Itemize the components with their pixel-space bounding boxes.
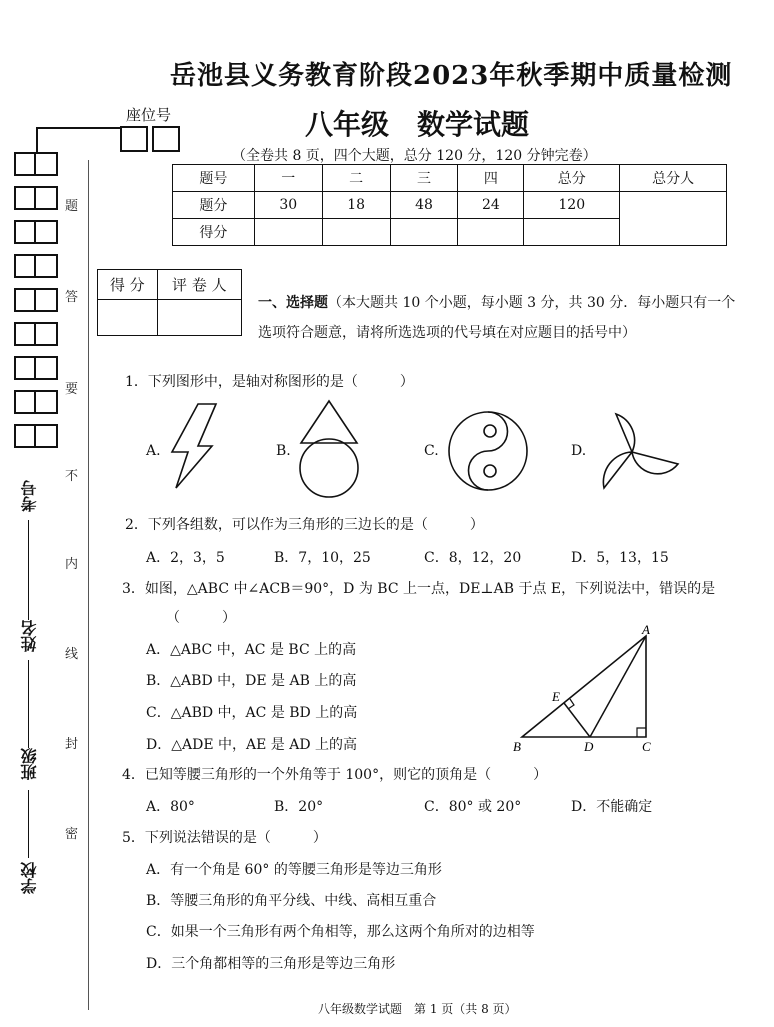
question-4-option-c: C．80° 或 20° bbox=[424, 799, 522, 815]
score-table-header: 题号 bbox=[173, 165, 255, 192]
pinwheel-figure bbox=[594, 408, 684, 498]
question-4-stem: 4．已知等腰三角形的一个外角等于 100°，则它的顶角是（ ） bbox=[122, 767, 548, 783]
seal-char: 内 bbox=[65, 557, 79, 572]
grader-score-cell[interactable] bbox=[98, 300, 158, 336]
score-table-cell: 18 bbox=[322, 192, 390, 219]
class-line[interactable] bbox=[28, 790, 29, 858]
score-table-header: 二 bbox=[322, 165, 390, 192]
seal-char: 密 bbox=[65, 827, 79, 842]
lightning-figure bbox=[168, 402, 218, 490]
question-2-option-b: B．7，10，25 bbox=[274, 550, 371, 566]
question-1-option-d: D. bbox=[571, 443, 587, 459]
score-table-header: 总分 bbox=[524, 165, 620, 192]
class-label: 班级 bbox=[20, 748, 39, 780]
section-1-title: 一、选择题 bbox=[258, 295, 328, 311]
question-1-option-a: A. bbox=[146, 443, 161, 459]
triangle-circle-figure bbox=[296, 398, 362, 500]
exam-info: （全卷共 8 页，四个大题，总分 120 分，120 分钟完卷） bbox=[232, 148, 597, 164]
score-table-cell: 24 bbox=[458, 192, 524, 219]
score-table-header: 四 bbox=[458, 165, 524, 192]
exam-subject-title: 八年级 数学试题 bbox=[305, 108, 530, 141]
question-2-option-a: A．2，3，5 bbox=[146, 550, 225, 566]
seal-char: 封 bbox=[65, 737, 79, 752]
question-4-option-a: A．80° bbox=[146, 799, 195, 815]
score-table-header: 总分人 bbox=[620, 165, 727, 192]
exam-number-box[interactable] bbox=[34, 390, 58, 414]
question-5-option-d: D．三个角都相等的三角形是等边三角形 bbox=[146, 956, 396, 972]
question-3-option-d: D．△ADE 中，AE 是 AD 上的高 bbox=[146, 737, 358, 753]
score-table-cell: 得分 bbox=[173, 219, 255, 246]
question-4-option-b: B．20° bbox=[274, 799, 324, 815]
question-1-stem: 1．下列图形中，是轴对称图形的是（ ） bbox=[125, 374, 414, 390]
exam-number-box[interactable] bbox=[34, 254, 58, 278]
connector-line bbox=[36, 127, 120, 129]
section-1-heading bbox=[258, 288, 748, 348]
question-3-stem-continued: （ ） bbox=[166, 610, 236, 626]
question-2-option-d: D．5，13，15 bbox=[571, 550, 669, 566]
point-d-label: D bbox=[584, 739, 594, 754]
name-line[interactable] bbox=[28, 660, 29, 748]
question-5-option-a: A．有一个角是 60° 的等腰三角形是等边三角形 bbox=[146, 862, 442, 878]
point-b-label: B bbox=[513, 739, 521, 754]
exam-number-label: 考号 bbox=[20, 480, 39, 512]
seat-number-box-1[interactable] bbox=[120, 126, 148, 152]
seal-char: 要 bbox=[65, 382, 79, 397]
seal-char: 线 bbox=[65, 647, 79, 662]
page-footer: 八年级数学试题 第 1 页（共 8 页） bbox=[318, 1002, 517, 1016]
question-5-option-c: C．如果一个三角形有两个角相等，那么这两个角所对的边相等 bbox=[146, 924, 535, 940]
grader-name-cell[interactable] bbox=[157, 300, 241, 336]
yin-yang-figure bbox=[446, 409, 530, 493]
score-table-cell: 48 bbox=[390, 192, 458, 219]
score-input-cell[interactable] bbox=[390, 219, 458, 246]
name-label: 姓名 bbox=[20, 620, 39, 652]
exam-number-box[interactable] bbox=[34, 152, 58, 176]
score-table-header-row bbox=[173, 165, 727, 192]
seat-number-box-2[interactable] bbox=[152, 126, 180, 152]
question-1-option-c: C. bbox=[424, 443, 439, 459]
exam-number-box[interactable] bbox=[34, 424, 58, 448]
exam-number-box[interactable] bbox=[34, 288, 58, 312]
seal-char: 题 bbox=[65, 199, 79, 214]
section-1-description: （本大题共 10 个小题，每小题 3 分，共 30 分．每小题只有一个选项符合题意，请将所选选项的代号填在对应题目的括号中） bbox=[258, 295, 736, 341]
score-table-cell: 题分 bbox=[173, 192, 255, 219]
score-table-cell: 120 bbox=[524, 192, 620, 219]
grader-name-header: 评 卷 人 bbox=[157, 270, 241, 300]
triangle-abc-figure bbox=[508, 620, 668, 755]
question-5-stem: 5．下列说法错误的是（ ） bbox=[122, 830, 327, 846]
question-4-option-d: D．不能确定 bbox=[571, 799, 653, 815]
score-input-cell[interactable] bbox=[322, 219, 390, 246]
exam-number-box[interactable] bbox=[34, 322, 58, 346]
score-table-cell: 30 bbox=[254, 192, 322, 219]
seal-line bbox=[88, 160, 89, 1010]
scorer-cell[interactable] bbox=[620, 192, 727, 246]
seal-char: 答 bbox=[65, 290, 79, 305]
point-e-label: E bbox=[552, 689, 560, 704]
seal-char: 不 bbox=[65, 469, 79, 484]
question-3-option-b: B．△ABD 中，DE 是 AB 上的高 bbox=[146, 673, 357, 689]
score-input-cell[interactable] bbox=[254, 219, 322, 246]
score-input-cell[interactable] bbox=[524, 219, 620, 246]
question-5-option-b: B．等腰三角形的角平分线、中线、高相互重合 bbox=[146, 893, 437, 909]
score-table-row-full bbox=[173, 192, 727, 219]
score-table bbox=[172, 164, 727, 246]
question-2-option-c: C．8，12，20 bbox=[424, 550, 522, 566]
point-a-label: A bbox=[642, 622, 650, 637]
exam-title: 岳池县义务教育阶段2023年秋季期中质量检测 bbox=[170, 61, 733, 91]
exam-number-box[interactable] bbox=[34, 220, 58, 244]
question-3-option-a: A．△ABC 中，AC 是 BC 上的高 bbox=[146, 642, 357, 658]
score-table-header: 一 bbox=[254, 165, 322, 192]
question-2-stem: 2．下列各组数，可以作为三角形的三边长的是（ ） bbox=[125, 517, 484, 533]
question-1-option-b: B. bbox=[276, 443, 291, 459]
question-3-option-c: C．△ABD 中，AC 是 BD 上的高 bbox=[146, 705, 358, 721]
grader-table bbox=[97, 269, 242, 336]
point-c-label: C bbox=[642, 739, 651, 754]
connector-line bbox=[36, 127, 38, 155]
question-3-stem: 3．如图，△ABC 中∠ACB＝90°，D 为 BC 上一点，DE⊥AB 于点 E，下列说法中，错误的是 bbox=[122, 581, 716, 597]
school-label: 学校 bbox=[20, 862, 39, 894]
score-input-cell[interactable] bbox=[458, 219, 524, 246]
exam-number-box[interactable] bbox=[34, 356, 58, 380]
seat-number-label: 座位号 bbox=[126, 106, 172, 124]
score-table-header: 三 bbox=[390, 165, 458, 192]
grader-score-header: 得 分 bbox=[98, 270, 158, 300]
exam-number-line[interactable] bbox=[28, 520, 29, 620]
exam-number-box[interactable] bbox=[34, 186, 58, 210]
